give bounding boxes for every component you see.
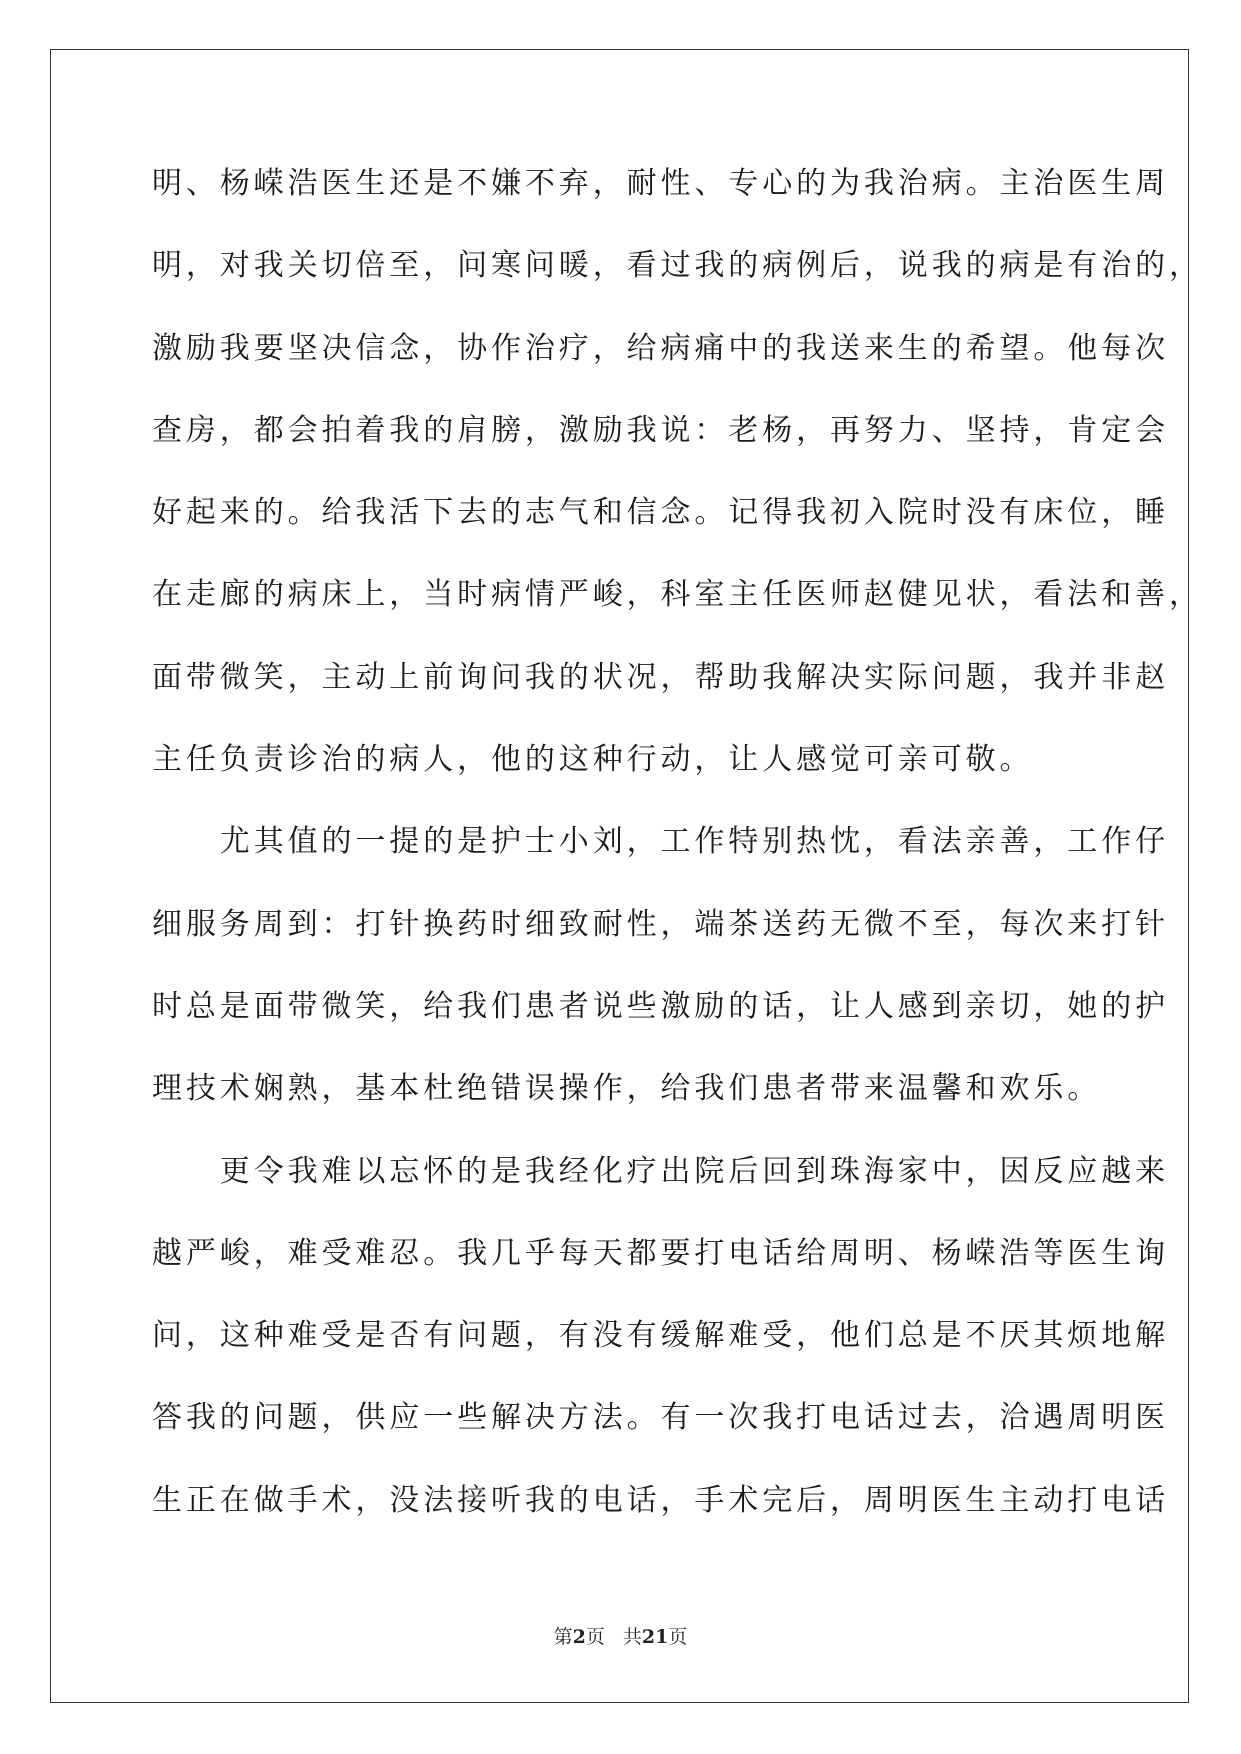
- text-line: 查房，都会拍着我的肩膀，激励我说：老杨，再努力、坚持，肯定会: [152, 412, 1169, 448]
- page-suffix: 页: [585, 1626, 605, 1648]
- text-line: 主任负责诊治的病人，他的这种行动，让人感觉可亲可敬。: [152, 742, 1034, 778]
- text-line: 细服务周到：打针换药时细致耐性，端茶送药无微不至，每次来打针: [152, 906, 1169, 942]
- text-line: 生正在做手术，没法接听我的电话，手术完后，周明医生主动打电话: [152, 1482, 1169, 1518]
- total-prefix: 共: [622, 1626, 642, 1648]
- text-line: 时总是面带微笑，给我们患者说些激励的话，让人感到亲切，她的护: [152, 988, 1169, 1024]
- page-footer: [0, 1622, 1241, 1649]
- page-number: 2: [572, 1626, 586, 1648]
- text-line: 激励我要坚决信念，协作治疗，给病痛中的我送来生的希望。他每次: [152, 330, 1169, 366]
- page-prefix: 第: [553, 1626, 573, 1648]
- text-line: 答我的问题，供应一些解决方法。有一次我打电话过去，洽遇周明医: [152, 1400, 1169, 1436]
- text-line: 明、杨嵘浩医生还是不嫌不弃，耐性、专心的为我治病。主治医生周: [152, 166, 1169, 201]
- paragraph-first-line: 尤其值的一提的是护士小刘，工作特别热忱，看法亲善，工作仔: [152, 824, 1169, 860]
- total-suffix: 页: [668, 1626, 688, 1648]
- document-body: [152, 160, 1203, 1559]
- text-line: 面带微笑，主动上前询问我的状况，帮助我解决实际问题，我并非赵: [152, 659, 1169, 695]
- text-line: 好起来的。给我活下去的志气和信念。记得我初入院时没有床位，睡: [152, 495, 1169, 531]
- text-line: 问，这种难受是否有问题，有没有缓解难受，他们总是不厌其烦地解: [152, 1318, 1169, 1354]
- paragraph-first-line: 更令我难以忘怀的是我经化疗出院后回到珠海家中，因反应越来: [152, 1153, 1169, 1189]
- total-pages: 21: [641, 1626, 669, 1648]
- text-line: 在走廊的病床上，当时病情严峻，科室主任医师赵健见状，看法和善，: [152, 577, 1203, 613]
- text-line: 理技术娴熟，基本杜绝错误操作，给我们患者带来温馨和欢乐。: [152, 1071, 1102, 1107]
- text-line: 越严峻，难受难忍。我几乎每天都要打电话给周明、杨嵘浩等医生询: [152, 1235, 1169, 1271]
- text-line: 明，对我关切倍至，问寒问暖，看过我的病例后，说我的病是有治的，: [152, 248, 1203, 284]
